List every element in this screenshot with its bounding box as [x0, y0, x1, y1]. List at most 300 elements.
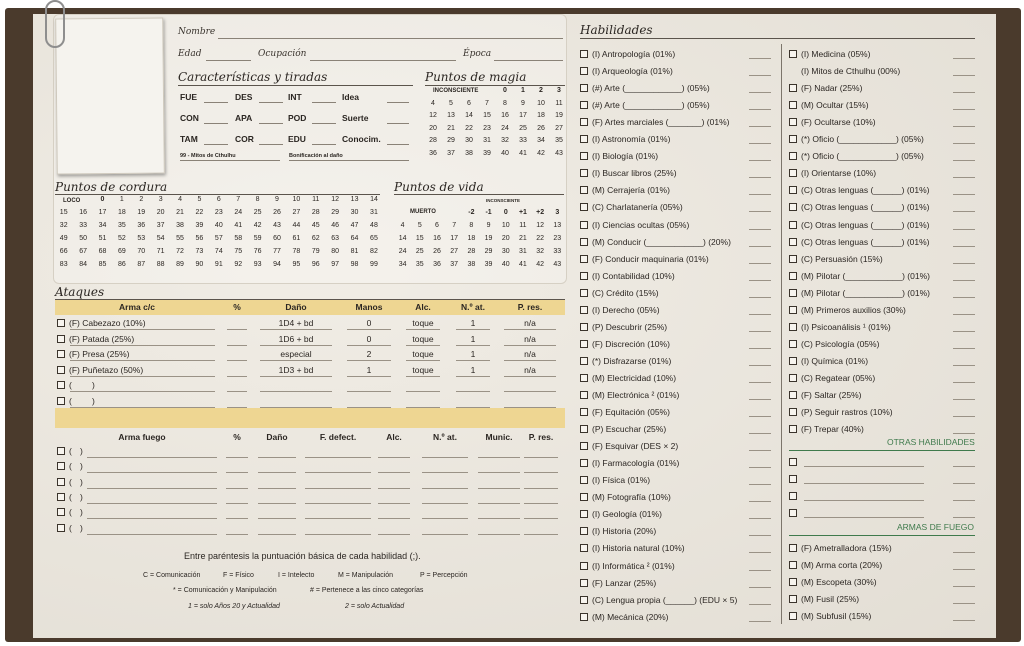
- fuego-field-line[interactable]: [378, 457, 410, 458]
- vida-point[interactable]: 11: [519, 222, 527, 229]
- cc-field-line[interactable]: [347, 360, 391, 361]
- skill-value-field[interactable]: [953, 177, 975, 178]
- fuego-weapon-cell[interactable]: [57, 523, 72, 533]
- skill-value-field[interactable]: [953, 75, 975, 76]
- cordura-point[interactable]: 48: [370, 222, 378, 229]
- vida-point[interactable]: 16: [433, 235, 441, 242]
- cordura-point[interactable]: 56: [195, 235, 204, 242]
- skill-value-field[interactable]: [953, 126, 975, 127]
- skill-item[interactable]: [789, 251, 883, 267]
- skill-checkbox[interactable]: [789, 357, 797, 365]
- bonificacion-field[interactable]: [289, 160, 409, 161]
- cc-field-line[interactable]: [347, 391, 391, 392]
- cordura-point[interactable]: 32: [59, 222, 68, 229]
- otras-field[interactable]: [804, 517, 924, 518]
- skill-value-field[interactable]: [749, 450, 771, 451]
- vida-point[interactable]: 14: [398, 235, 407, 242]
- skill-checkbox[interactable]: [580, 340, 588, 348]
- cordura-point[interactable]: 61: [292, 235, 301, 242]
- skill-value-field[interactable]: [953, 229, 975, 230]
- cc-field-line[interactable]: [504, 376, 556, 377]
- cordura-point[interactable]: 60: [273, 235, 281, 242]
- cordura-point[interactable]: 29: [331, 209, 340, 216]
- stat-field[interactable]: [259, 123, 283, 124]
- fuego-field-line[interactable]: [305, 457, 371, 458]
- skill-item[interactable]: [789, 302, 906, 318]
- cordura-point[interactable]: 34: [98, 222, 107, 229]
- cordura-point[interactable]: 26: [273, 209, 281, 216]
- skill-value-field[interactable]: [749, 229, 771, 230]
- cordura-point[interactable]: 1: [119, 196, 124, 203]
- magia-point[interactable]: 7: [485, 99, 489, 107]
- cc-field-line[interactable]: [347, 376, 391, 377]
- fuego-field-line[interactable]: [305, 488, 371, 489]
- cc-field-line[interactable]: [227, 329, 247, 330]
- cc-field-line[interactable]: [227, 391, 247, 392]
- checkbox[interactable]: [57, 350, 65, 358]
- edad-field[interactable]: [206, 60, 251, 61]
- skill-checkbox[interactable]: [789, 595, 797, 603]
- skill-value-field[interactable]: [749, 263, 771, 264]
- cordura-point[interactable]: 4: [178, 196, 182, 203]
- skill-value-field[interactable]: [749, 535, 771, 536]
- cordura-point[interactable]: 10: [292, 196, 301, 203]
- skill-value-field[interactable]: [953, 194, 975, 195]
- skill-value-field[interactable]: [953, 348, 975, 349]
- cordura-point[interactable]: 96: [311, 261, 320, 268]
- skill-value-field[interactable]: [953, 483, 975, 484]
- vida-point[interactable]: 25: [415, 248, 424, 255]
- skill-checkbox[interactable]: [580, 50, 588, 58]
- vida-point[interactable]: 4: [400, 222, 405, 229]
- skill-item[interactable]: [580, 114, 729, 130]
- skill-item[interactable]: [789, 97, 869, 113]
- skill-value-field[interactable]: [953, 603, 975, 604]
- cordura-point[interactable]: 15: [59, 209, 68, 216]
- cordura-point[interactable]: 12: [331, 196, 340, 203]
- skill-item[interactable]: [580, 455, 679, 471]
- cc-field-line[interactable]: [406, 329, 440, 330]
- skill-value-field[interactable]: [749, 58, 771, 59]
- fuego-field-line[interactable]: [422, 534, 468, 535]
- skill-item[interactable]: [789, 182, 930, 198]
- fuego-field-line[interactable]: [87, 534, 217, 535]
- skill-checkbox[interactable]: [580, 391, 588, 399]
- cordura-point[interactable]: 73: [195, 248, 204, 255]
- vida-point[interactable]: 3: [555, 209, 560, 216]
- skill-value-field[interactable]: [749, 365, 771, 366]
- stat-field[interactable]: [312, 144, 336, 145]
- skill-item[interactable]: [789, 540, 892, 556]
- vida-point[interactable]: 26: [433, 248, 441, 255]
- cordura-point[interactable]: 86: [117, 261, 126, 268]
- cordura-point[interactable]: 44: [292, 222, 301, 229]
- skill-checkbox[interactable]: [789, 152, 797, 160]
- stat-field[interactable]: [312, 102, 336, 103]
- magia-point[interactable]: 39: [483, 149, 491, 157]
- vida-point[interactable]: 5: [417, 222, 422, 229]
- skill-value-field[interactable]: [749, 109, 771, 110]
- vida-point[interactable]: 17: [450, 235, 459, 242]
- skill-item[interactable]: [789, 234, 930, 250]
- cordura-point[interactable]: 25: [253, 209, 262, 216]
- vida-point[interactable]: 19: [484, 235, 493, 242]
- magia-point[interactable]: 6: [467, 99, 471, 107]
- cordura-point[interactable]: 49: [59, 235, 68, 242]
- skill-item[interactable]: [580, 285, 659, 301]
- checkbox[interactable]: [57, 447, 65, 455]
- cc-field-line[interactable]: [70, 345, 215, 346]
- magia-point[interactable]: 1: [521, 87, 525, 94]
- skill-checkbox[interactable]: [580, 527, 588, 535]
- skill-item[interactable]: [580, 46, 675, 62]
- skill-checkbox[interactable]: [789, 374, 797, 382]
- vida-point[interactable]: 28: [467, 248, 476, 255]
- fuego-weapon-cell[interactable]: [57, 507, 72, 517]
- skill-item[interactable]: [580, 63, 673, 79]
- skill-item[interactable]: [580, 592, 737, 608]
- skill-checkbox[interactable]: [580, 323, 588, 331]
- skill-item[interactable]: [580, 302, 660, 318]
- fuego-field-line[interactable]: [305, 503, 371, 504]
- fuego-field-line[interactable]: [226, 472, 248, 473]
- fuego-field-line[interactable]: [258, 488, 296, 489]
- skill-item[interactable]: [789, 114, 876, 130]
- epoca-field[interactable]: [494, 60, 563, 61]
- cordura-point[interactable]: 98: [350, 261, 359, 268]
- cordura-point[interactable]: 87: [137, 261, 146, 268]
- stat-field[interactable]: [387, 123, 409, 124]
- magia-point[interactable]: 22: [465, 124, 473, 132]
- magia-point[interactable]: 30: [465, 137, 473, 144]
- magia-point[interactable]: 26: [537, 124, 545, 132]
- cordura-point[interactable]: 22: [195, 209, 204, 216]
- vida-point[interactable]: 35: [415, 261, 424, 268]
- fuego-field-line[interactable]: [226, 518, 248, 519]
- skill-item[interactable]: [789, 557, 882, 573]
- vida-point[interactable]: 23: [553, 235, 562, 242]
- cordura-point[interactable]: 54: [156, 235, 165, 242]
- skill-item[interactable]: [580, 199, 683, 215]
- skill-checkbox[interactable]: [580, 67, 588, 75]
- cordura-point[interactable]: 85: [98, 261, 107, 268]
- skill-value-field[interactable]: [749, 194, 771, 195]
- cc-field-line[interactable]: [260, 329, 332, 330]
- magia-point[interactable]: 33: [519, 137, 527, 144]
- magia-point[interactable]: 29: [447, 137, 455, 144]
- cordura-point[interactable]: 88: [156, 261, 165, 268]
- skill-value-field[interactable]: [953, 314, 975, 315]
- cordura-point[interactable]: 42: [253, 222, 262, 229]
- magia-point[interactable]: 5: [449, 99, 453, 107]
- ocupacion-field[interactable]: [310, 60, 456, 61]
- skill-checkbox[interactable]: [580, 186, 588, 194]
- cordura-point[interactable]: 93: [253, 261, 262, 268]
- skill-checkbox[interactable]: [580, 579, 588, 587]
- cc-field-line[interactable]: [260, 345, 332, 346]
- cordura-point[interactable]: 14: [370, 196, 378, 203]
- vida-point[interactable]: 34: [398, 261, 407, 268]
- skill-checkbox[interactable]: [580, 544, 588, 552]
- magia-point[interactable]: 15: [483, 112, 491, 119]
- cordura-point[interactable]: 47: [350, 222, 359, 229]
- skill-item[interactable]: [580, 489, 671, 505]
- cordura-point[interactable]: 18: [117, 209, 126, 216]
- skill-value-field[interactable]: [749, 604, 771, 605]
- cordura-point[interactable]: 6: [216, 196, 221, 203]
- skill-value-field[interactable]: [953, 92, 975, 93]
- skill-checkbox[interactable]: [789, 84, 797, 92]
- mitos-field[interactable]: [180, 160, 280, 161]
- cc-field-line[interactable]: [504, 360, 556, 361]
- skill-value-field[interactable]: [749, 399, 771, 400]
- skill-item[interactable]: [580, 251, 709, 267]
- portrait-photo-area[interactable]: [55, 17, 165, 174]
- skill-item[interactable]: [580, 421, 666, 437]
- checkbox[interactable]: [57, 335, 65, 343]
- skill-item[interactable]: [789, 370, 875, 386]
- skill-item[interactable]: [580, 80, 710, 96]
- vida-point[interactable]: 37: [450, 261, 459, 268]
- cordura-point[interactable]: 51: [98, 235, 107, 242]
- checkbox[interactable]: [57, 493, 65, 501]
- otras-field[interactable]: [804, 466, 924, 467]
- cordura-point[interactable]: 91: [214, 261, 223, 268]
- skill-checkbox[interactable]: [580, 135, 588, 143]
- magia-point[interactable]: 2: [539, 87, 543, 94]
- fuego-field-line[interactable]: [524, 518, 558, 519]
- skill-checkbox[interactable]: [789, 306, 797, 314]
- cordura-point[interactable]: 53: [137, 235, 146, 242]
- magia-point[interactable]: 32: [501, 137, 509, 144]
- cordura-point[interactable]: 57: [214, 235, 223, 242]
- skill-value-field[interactable]: [749, 126, 771, 127]
- skill-checkbox[interactable]: [789, 221, 797, 229]
- cordura-point[interactable]: 69: [117, 248, 126, 255]
- vida-point[interactable]: 9: [486, 222, 491, 229]
- cc-field-line[interactable]: [70, 407, 215, 408]
- fuego-weapon-cell[interactable]: [57, 461, 72, 471]
- cordura-point[interactable]: 17: [98, 209, 107, 216]
- skill-checkbox[interactable]: [789, 50, 797, 58]
- checkbox[interactable]: [57, 366, 65, 374]
- fuego-field-line[interactable]: [378, 534, 410, 535]
- cordura-point[interactable]: 35: [117, 222, 126, 229]
- skill-value-field[interactable]: [953, 586, 975, 587]
- cc-weapon-cell[interactable]: [57, 365, 143, 375]
- magia-point[interactable]: 41: [519, 149, 527, 157]
- cordura-point[interactable]: 24: [234, 209, 243, 216]
- skill-checkbox[interactable]: [789, 544, 797, 552]
- cordura-point[interactable]: 65: [370, 235, 378, 242]
- skill-item[interactable]: [580, 182, 670, 198]
- cordura-point[interactable]: 90: [195, 261, 204, 268]
- cordura-point[interactable]: 59: [253, 235, 262, 242]
- stat-field[interactable]: [204, 144, 228, 145]
- magia-point[interactable]: 0: [503, 87, 507, 94]
- skill-checkbox[interactable]: [789, 238, 797, 246]
- cordura-point[interactable]: 70: [137, 248, 146, 255]
- skill-checkbox[interactable]: [789, 425, 797, 433]
- cc-field-line[interactable]: [406, 391, 440, 392]
- magia-point[interactable]: 20: [429, 124, 437, 132]
- cordura-point[interactable]: 95: [292, 261, 301, 268]
- vida-point[interactable]: 27: [450, 248, 459, 255]
- fuego-field-line[interactable]: [478, 472, 520, 473]
- checkbox[interactable]: [57, 508, 65, 516]
- skill-checkbox[interactable]: [580, 203, 588, 211]
- cordura-point[interactable]: 97: [331, 261, 340, 268]
- fuego-field-line[interactable]: [258, 472, 296, 473]
- fuego-field-line[interactable]: [478, 503, 520, 504]
- cc-field-line[interactable]: [227, 376, 247, 377]
- cc-field-line[interactable]: [406, 345, 440, 346]
- vida-point[interactable]: 42: [536, 261, 544, 268]
- cordura-point[interactable]: 7: [236, 196, 241, 203]
- cc-field-line[interactable]: [70, 391, 215, 392]
- otras-field[interactable]: [804, 500, 924, 501]
- cc-field-line[interactable]: [227, 407, 247, 408]
- cordura-point[interactable]: 2: [139, 196, 144, 203]
- skill-checkbox[interactable]: [580, 510, 588, 518]
- skill-value-field[interactable]: [953, 211, 975, 212]
- vida-point[interactable]: 7: [452, 222, 457, 229]
- fuego-field-line[interactable]: [258, 518, 296, 519]
- magia-point[interactable]: 36: [429, 149, 437, 157]
- cc-field-line[interactable]: [227, 345, 247, 346]
- cordura-point[interactable]: 82: [370, 248, 378, 255]
- cc-field-line[interactable]: [456, 329, 490, 330]
- skill-checkbox[interactable]: [580, 562, 588, 570]
- fuego-field-line[interactable]: [524, 472, 558, 473]
- skill-item[interactable]: [789, 80, 862, 96]
- fuego-field-line[interactable]: [378, 488, 410, 489]
- stat-field[interactable]: [204, 123, 228, 124]
- skill-checkbox[interactable]: [789, 135, 797, 143]
- skill-item[interactable]: [580, 336, 670, 352]
- vida-point[interactable]: 24: [398, 248, 407, 255]
- vida-point[interactable]: +1: [518, 209, 527, 216]
- cordura-point[interactable]: 38: [176, 222, 184, 229]
- skill-checkbox[interactable]: [789, 169, 797, 177]
- skill-checkbox[interactable]: [789, 391, 797, 399]
- cordura-point[interactable]: 76: [253, 248, 262, 255]
- vida-point[interactable]: 8: [469, 222, 474, 229]
- fuego-field-line[interactable]: [378, 503, 410, 504]
- skill-item[interactable]: [580, 165, 677, 181]
- cc-field-line[interactable]: [227, 360, 247, 361]
- skill-value-field[interactable]: [749, 570, 771, 571]
- skill-item[interactable]: [580, 540, 685, 556]
- vida-point[interactable]: 15: [415, 235, 424, 242]
- magia-point[interactable]: 43: [555, 149, 563, 157]
- skill-value-field[interactable]: [749, 484, 771, 485]
- cc-field-line[interactable]: [456, 345, 490, 346]
- cordura-point[interactable]: 31: [370, 209, 378, 216]
- skill-value-field[interactable]: [749, 160, 771, 161]
- cc-field-line[interactable]: [260, 376, 332, 377]
- skill-value-field[interactable]: [749, 501, 771, 502]
- cordura-point[interactable]: 71: [156, 248, 165, 255]
- fuego-field-line[interactable]: [378, 518, 410, 519]
- skill-item[interactable]: [789, 285, 930, 301]
- magia-point[interactable]: 10: [537, 99, 545, 107]
- skill-value-field[interactable]: [953, 109, 975, 110]
- skill-value-field[interactable]: [953, 620, 975, 621]
- cc-weapon-cell[interactable]: [57, 349, 129, 359]
- skill-item[interactable]: [580, 523, 656, 539]
- skill-item[interactable]: [789, 46, 870, 62]
- cordura-point[interactable]: 23: [214, 209, 223, 216]
- skill-item[interactable]: [580, 353, 671, 369]
- skill-checkbox[interactable]: [580, 272, 588, 280]
- fuego-field-line[interactable]: [305, 534, 371, 535]
- skill-checkbox[interactable]: [789, 289, 797, 297]
- magia-point[interactable]: 24: [501, 124, 509, 132]
- magia-point[interactable]: 38: [465, 149, 473, 157]
- fuego-field-line[interactable]: [478, 534, 520, 535]
- skill-value-field[interactable]: [749, 331, 771, 332]
- magia-point[interactable]: 21: [447, 124, 455, 132]
- cordura-point[interactable]: 41: [234, 222, 243, 229]
- skill-checkbox[interactable]: [789, 492, 797, 500]
- fuego-field-line[interactable]: [478, 518, 520, 519]
- cordura-point[interactable]: 19: [137, 209, 146, 216]
- skill-value-field[interactable]: [953, 365, 975, 366]
- cc-field-line[interactable]: [260, 360, 332, 361]
- cc-field-line[interactable]: [70, 376, 215, 377]
- fuego-field-line[interactable]: [524, 534, 558, 535]
- skill-item[interactable]: [789, 148, 924, 164]
- skill-checkbox[interactable]: [580, 357, 588, 365]
- skill-item[interactable]: [789, 387, 861, 403]
- skill-value-field[interactable]: [953, 466, 975, 467]
- fuego-field-line[interactable]: [258, 534, 296, 535]
- fuego-weapon-cell[interactable]: [57, 446, 72, 456]
- magia-point[interactable]: 25: [519, 124, 527, 132]
- cordura-point[interactable]: 77: [273, 248, 281, 255]
- vida-point[interactable]: 30: [501, 248, 510, 255]
- cc-field-line[interactable]: [456, 391, 490, 392]
- fuego-weapon-cell[interactable]: [57, 492, 72, 502]
- cordura-point[interactable]: 16: [79, 209, 87, 216]
- skill-item[interactable]: [789, 319, 891, 335]
- skill-value-field[interactable]: [953, 331, 975, 332]
- skill-item[interactable]: [580, 558, 675, 574]
- cordura-point[interactable]: 30: [350, 209, 359, 216]
- otras-field[interactable]: [804, 483, 924, 484]
- stat-field[interactable]: [204, 102, 228, 103]
- skill-value-field[interactable]: [749, 75, 771, 76]
- skill-checkbox[interactable]: [789, 509, 797, 517]
- skill-item[interactable]: [789, 404, 893, 420]
- skill-checkbox[interactable]: [789, 578, 797, 586]
- skill-checkbox[interactable]: [580, 255, 588, 263]
- fuego-field-line[interactable]: [524, 457, 558, 458]
- skill-item[interactable]: [580, 148, 658, 164]
- cc-field-line[interactable]: [504, 329, 556, 330]
- checkbox[interactable]: [57, 319, 65, 327]
- skill-item[interactable]: [580, 268, 675, 284]
- fuego-field-line[interactable]: [226, 534, 248, 535]
- cc-field-line[interactable]: [456, 376, 490, 377]
- skill-value-field[interactable]: [953, 500, 975, 501]
- skill-checkbox[interactable]: [580, 442, 588, 450]
- skill-item[interactable]: [789, 336, 879, 352]
- cordura-point[interactable]: 36: [137, 222, 146, 229]
- cordura-point[interactable]: 5: [197, 196, 202, 203]
- skill-item[interactable]: [789, 268, 930, 284]
